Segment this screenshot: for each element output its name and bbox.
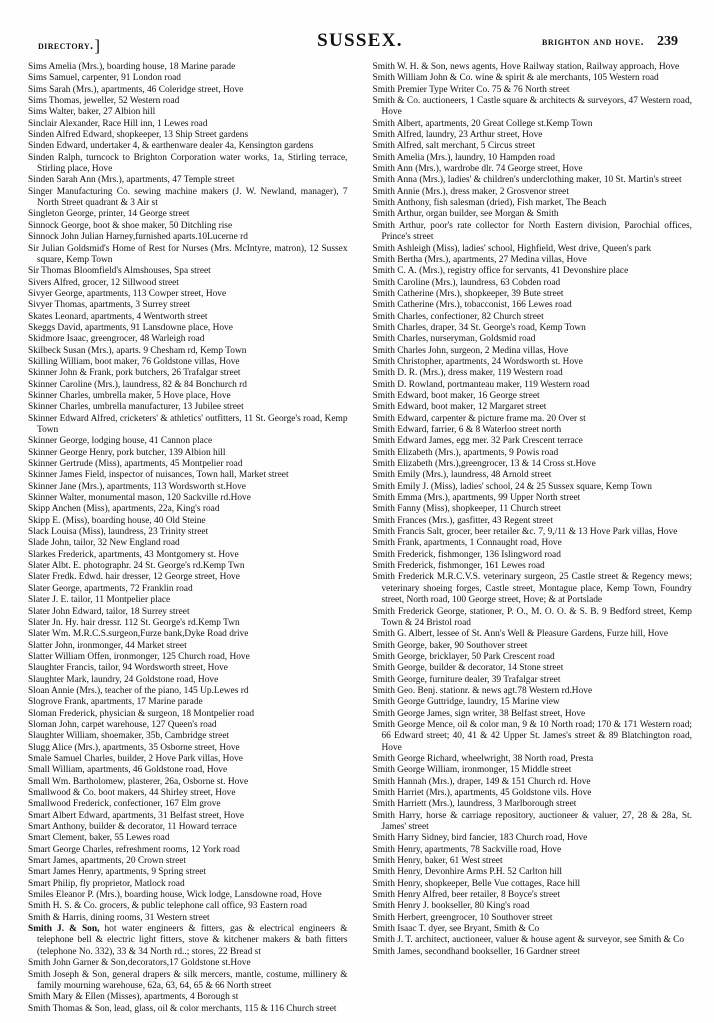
- directory-entry: Smith Ann (Mrs.), wardrobe dlr. 74 George street, Hove: [372, 164, 583, 175]
- directory-entry: Skinner Charles, umbrella manufacturer, 13 Jubilee street: [28, 402, 244, 413]
- directory-entry: Smith Albert, apartments, 20 Great College st.Kemp Town: [372, 118, 593, 129]
- directory-entry: Skilling William, boot maker, 76 Goldstone villas, Hove: [28, 356, 240, 367]
- directory-entry: Slaughter Mark, laundry, 24 Goldstone road, Hove: [28, 674, 219, 685]
- directory-entry: Smith Edward James, egg mer. 32 Park Crescent terrace: [372, 436, 583, 447]
- two-column-body: [28, 62, 692, 1012]
- directory-entry: Sinden Edward, undertaker 4, & earthenware dealer 4a, Kensington gardens: [28, 141, 314, 152]
- directory-entry: Smith Harriet (Mrs.), apartments, 45 Goldstone vils. Hove: [372, 788, 592, 798]
- directory-entry: Smart Philip, fly proprietor, Matlock road: [28, 878, 185, 889]
- directory-entry: Sinclair Alexander, Race Hill inn, 1 Lewes road: [28, 118, 208, 129]
- directory-entry: Slater Albt. E. photographr. 24 St. George's rd.Kemp Twn: [28, 561, 245, 572]
- directory-entry: Smith George Mence, oil & color man, 9 & 10 North road; 170 & 171 Western road; 66 Edward street; 40, 41 & 42 Upper St. James's street & 89 Blatchington road, Hove: [372, 719, 692, 753]
- directory-entry: Slade John, tailor, 32 New England road: [28, 538, 180, 549]
- directory-entry: Smith Frederick, fishmonger, 136 Islingword road: [372, 549, 561, 560]
- directory-entry: Smith Edward, carpenter & picture frame ma. 20 Over st: [372, 413, 586, 424]
- running-head-title: SUSSEX.: [317, 30, 403, 51]
- page-number: 239: [657, 34, 678, 49]
- directory-entry: Smith Frederick M.R.C.V.S. veterinary surgeon, 25 Castle street & Regency mews; veterinary shoeing forges, Castle street, Montague place, Kemp Town, Foundry street, North road, 100 George street, Hove; & at Portslade: [372, 572, 692, 606]
- directory-entry: Skinner Jane (Mrs.), apartments, 113 Wordsworth st.Hove: [28, 481, 246, 492]
- directory-entry: Sims Amelia (Mrs.), boarding house, 18 Marine parade: [28, 62, 236, 72]
- directory-entry: Slugg Alice (Mrs.), apartments, 35 Osborne street, Hove: [28, 742, 240, 753]
- directory-entry: Sloman John, carpet warehouse, 127 Queen's road: [28, 719, 217, 730]
- directory-entry: Smith Annie (Mrs.), dress maker, 2 Grosvenor street: [372, 186, 569, 197]
- directory-entry: Smith Catherine (Mrs.), tobacconist, 166 Lewes road: [372, 300, 572, 311]
- directory-entry: Sir Thomas Bloomfield's Almshouses, Spa street: [28, 266, 211, 277]
- directory-entry: Smiles Eleanor P. (Mrs.), boarding house, Wick lodge, Lansdowne road, Hove: [28, 890, 322, 901]
- directory-entry: Smith W. H. & Son, news agents, Hove Railway station, Railway approach, Hove: [372, 62, 680, 72]
- directory-entry: Sloman Frederick, physician & surgeon, 18 Montpelier road: [28, 708, 255, 719]
- directory-entry: Smith & Co. auctioneers, 1 Castle square & architects & surveyors, 47 Western road, Hove: [372, 96, 692, 118]
- directory-entry: Sims Thomas, jeweller, 52 Western road: [28, 96, 180, 107]
- directory-entry: Smith Hannah (Mrs.), draper, 149 & 151 Church rd. Hove: [372, 776, 591, 787]
- directory-entry: Slatter William Offen, ironmonger, 125 Church road, Hove: [28, 651, 250, 662]
- directory-entry: Smart Anthony, builder & decorator, 11 Howard terrace: [28, 822, 237, 833]
- directory-entry: Smart Albert Edward, apartments, 31 Belfast street, Hove: [28, 810, 245, 821]
- directory-entry: Smith Alfred, laundry, 23 Arthur street, Hove: [372, 130, 543, 141]
- directory-entry: Sims Sarah (Mrs.), apartments, 46 Coleridge street, Hove: [28, 84, 244, 95]
- directory-entry: Smith Mary & Ellen (Misses), apartments, 4 Borough st: [28, 992, 239, 1003]
- running-head-right: [542, 34, 678, 50]
- directory-entry: Sims Samuel, carpenter, 91 London road: [28, 73, 181, 84]
- directory-entry: Smith Charles, nurseryman, Goldsmid road: [372, 334, 536, 345]
- directory-entry: Smith George, bricklayer, 50 Park Crescent road: [372, 651, 555, 662]
- directory-entry: Sloan Annie (Mrs.), teacher of the piano, 145 Up.Lewes rd: [28, 685, 249, 696]
- directory-entry: Smith Thomas & Son, lead, glass, oil & color merchants, 115 & 116 Church street: [28, 1003, 337, 1014]
- directory-entry: Smith Caroline (Mrs.), laundress, 63 Cobden road: [372, 277, 561, 288]
- running-head-left-label: directory.: [38, 40, 94, 52]
- directory-entry: Smith Christopher, apartments, 24 Wordsworth st. Hove: [372, 356, 583, 367]
- directory-entry: Slatter John, ironmonger, 44 Market street: [28, 640, 187, 651]
- directory-entry: Smart Clement, baker, 55 Lewes road: [28, 833, 170, 844]
- directory-entry: Smith Arthur, poor's rate collector for North Eastern division, Parochial offices, Prince's street: [372, 220, 692, 243]
- directory-entry: Skipp Anchen (Miss), apartments, 22a, King's road: [28, 504, 220, 515]
- directory-entry: Sinden Sarah Ann (Mrs.), apartments, 47 Temple street: [28, 175, 235, 186]
- directory-entry: Smith Arthur, organ builder, see Morgan & Smith: [372, 209, 559, 220]
- directory-entry: Skipp E. (Miss), boarding house, 40 Old Steine: [28, 515, 206, 526]
- directory-entry: Smith William John & Co. wine & spirit & ale merchants, 105 Western road: [372, 73, 659, 84]
- directory-entry: Skinner Gertrude (Miss), apartments, 45 Montpelier road: [28, 459, 243, 470]
- directory-entry: Smith Henry, shopkeeper, Belle Vue cottages, Race hill: [372, 878, 581, 889]
- directory-entry: Smith George Guttridge, laundry, 15 Marine view: [372, 697, 560, 708]
- directory-entry: Singer Manufacturing Co. sewing machine makers (J. W. Newland, manager), 7 North Street quadrant & 3 Air st: [28, 186, 348, 209]
- directory-entry: Smith Edward, boot maker, 12 Margaret street: [372, 402, 547, 413]
- directory-entry: Smith Frances (Mrs.), gasfitter, 43 Regent street: [372, 515, 554, 526]
- directory-entry: Smith D. R. (Mrs.), dress maker, 119 Western road: [372, 368, 563, 379]
- directory-entry: Slaughter Francis, tailor, 94 Wordsworth street, Hove: [28, 663, 228, 674]
- directory-entry: Sinnock George, boot & shoe maker, 50 Ditchling rise: [28, 220, 233, 231]
- directory-entry: Smith George James, sign writer, 38 Belfast street, Hove: [372, 708, 586, 719]
- directory-entry: Smith Francis Salt, grocer, beer retailer &c. 7, 9,/11 & 13 Hove Park villas, Hove: [372, 527, 678, 538]
- directory-entry: Smith D. Rowland, portmanteau maker, 119 Western road: [372, 379, 590, 390]
- directory-entry: Smith Emily J. (Miss), ladies' school, 24 & 25 Sussex square, Kemp Town: [372, 481, 652, 492]
- directory-entry: Smith George, builder & decorator, 14 Stone street: [372, 663, 564, 674]
- directory-entry: Smith Charles John, surgeon, 2 Medina villas, Hove: [372, 345, 569, 356]
- directory-entry: Slaughter William, shoemaker, 35b, Cambridge street: [28, 731, 230, 742]
- directory-entry: Smith George, furniture dealer, 39 Trafalgar street: [372, 674, 561, 685]
- directory-entry: Smith Henry, apartments, 78 Sackville road, Hove: [372, 844, 562, 855]
- directory-entry: Smith Edward, boot maker, 16 George street: [372, 390, 540, 401]
- directory-entry: Smith Amelia (Mrs.), laundry, 10 Hampden road: [372, 152, 555, 163]
- directory-entry: Smith Catherine (Mrs.), shopkeeper, 39 Bute street: [372, 288, 564, 299]
- directory-entry: Skilbeck Susan (Mrs.), aparts. 9 Chesham rd, Kemp Town: [28, 345, 247, 356]
- directory-entry: Smith Frederick George, stationer, P. O., M. O. O. & S. B. 9 Bedford street, Kemp Town & 24 Bristol road: [372, 606, 692, 628]
- directory-entry: Smith Geo. Benj. stationr. & news agt.78 Western rd.Hove: [372, 685, 593, 696]
- directory-entry: Sir Julian Goldsmid's Home of Rest for Nurses (Mrs. McIntyre, matron), 12 Sussex square, Kemp Town: [28, 243, 348, 265]
- directory-entry: Smith Edward, farrier, 6 & 8 Waterloo street north: [372, 425, 562, 435]
- directory-entry: Smith Henry, Devonhire Arms P.H. 52 Carlton hill: [372, 867, 562, 878]
- directory-entry: Smith Anthony, fish salesman (dried), Fish market, The Beach: [372, 198, 607, 209]
- directory-entry: Sivers Alfred, grocer, 12 Sillwood street: [28, 277, 179, 288]
- directory-entry: Smallwood Frederick, confectioner, 167 Elm grove: [28, 799, 221, 810]
- directory-entry: Smith H. S. & Co. grocers, & public telephone call office, 93 Eastern road: [28, 901, 307, 912]
- directory-entry: Slarkes Frederick, apartments, 43 Montgomery st. Hove: [28, 549, 239, 560]
- directory-entry: Singleton George, printer, 14 George street: [28, 209, 190, 220]
- directory-entry: Smith Bertha (Mrs.), apartments, 27 Medina villas, Hove: [372, 254, 587, 265]
- directory-entry: Skidmore Isaac, greengrocer, 48 Warleigh road: [28, 334, 205, 345]
- directory-entry: Smart George Charles, refreshment rooms, 12 York road: [28, 844, 240, 855]
- directory-entry: Skinner James Field, inspector of nuisances, Town hall, Market street: [28, 470, 289, 481]
- directory-entry: Smith Elizabeth (Mrs.), apartments, 9 Powis road: [372, 447, 559, 458]
- directory-entry: Slogrove Frank, apartments, 17 Marine parade: [28, 697, 203, 708]
- directory-entry: Smith Henry, baker, 61 West street: [372, 856, 503, 867]
- directory-entry: Sivyer Thomas, apartments, 3 Surrey street: [28, 300, 191, 311]
- directory-entry: Smith Charles, confectioner, 82 Church street: [372, 311, 544, 322]
- directory-entry: Smart James Henry, apartments, 9 Spring street: [28, 867, 206, 878]
- directory-entry: Smale Samuel Charles, builder, 2 Hove Park villas, Hove: [28, 753, 243, 764]
- directory-entry: Smith Elizabeth (Mrs.),greengrocer, 13 & 14 Cross st.Hove: [372, 459, 596, 470]
- directory-entry: Smith Isaac T. dyer, see Bryant, Smith & Co: [372, 924, 540, 935]
- directory-entry: Sinden Alfred Edward, shopkeeper, 13 Ship Street gardens: [28, 130, 249, 141]
- directory-entry: Smith J. T. architect, auctioneer, valuer & house agent & surveyor, see Smith & Co: [372, 935, 685, 946]
- directory-entry: Smith James, secondhand bookseller, 16 Gardner street: [372, 946, 580, 957]
- directory-entry: Sivyer George, apartments, 113 Cowper street, Hove: [28, 288, 227, 299]
- directory-entry: Smith C. A. (Mrs.), registry office for servants, 41 Devonshire place: [372, 266, 629, 277]
- directory-entry: Slater Jn. Hy. hair dressr. 112 St. George's rd.Kemp Twn: [28, 617, 240, 628]
- column-right: [366, 62, 692, 958]
- directory-entry: Skinner George, lodging house, 41 Cannon place: [28, 436, 213, 447]
- directory-entry: Smallwood & Co. boot makers, 44 Shirley street, Hove: [28, 788, 236, 798]
- directory-entry: Slack Louisa (Miss), laundress, 23 Trinity street: [28, 527, 209, 538]
- column-left: [28, 62, 354, 1015]
- directory-entry: Skates Leonard, apartments, 4 Wentworth street: [28, 311, 208, 322]
- directory-entry: Smith Emily (Mrs.), laundress, 48 Arnold street: [372, 470, 552, 481]
- featured-entry-detail: hot water engineers & fitters, gas & electrical engineers & telephone bell & electric light fitters, stove & kitchener makers & bath fitters (telephone No. 332), 33 & 34 North rd..; stores, 22 Bread st: [37, 924, 348, 957]
- directory-entry: Slater John Edward, tailor, 18 Surrey street: [28, 606, 190, 617]
- directory-entry: Smith Frank, apartments, 1 Connaught road, Hove: [372, 538, 562, 549]
- directory-entry: Smith Herbert, greengrocer, 10 Southover street: [372, 912, 553, 923]
- directory-entry: Smith Harry, horse & carriage repository, auctioneer & valuer, 27, 28 & 28a, St. James' street: [372, 810, 692, 833]
- directory-entry: Skinner John & Frank, pork butchers, 26 Trafalgar street: [28, 368, 241, 379]
- directory-entry: Sims Walter, baker, 27 Albion hill: [28, 107, 156, 118]
- directory-entry: Skinner Walter, monumental mason, 120 Sackville rd.Hove: [28, 493, 251, 504]
- directory-entry: Smith George Richard, wheelwright, 38 North road, Presta: [372, 753, 594, 764]
- directory-entry: Smith Ashleigh (Miss), ladies' school, Highfield, West drive, Queen's park: [372, 243, 652, 254]
- directory-entry: Slater Fredk. Edwd. hair dresser, 12 George street, Hove: [28, 572, 240, 583]
- directory-entry: Smith Henry Alfred, beer retailer, 8 Boyce's street: [372, 890, 560, 901]
- directory-entry-featured: [28, 924, 348, 958]
- directory-entry: Slater Wm. M.R.C.S.surgeon,Furze bank,Dyke Road drive: [28, 629, 249, 640]
- directory-entry: Skinner Charles, umbrella maker, 5 Hove place, Hove: [28, 390, 231, 401]
- directory-entry: Slater J. E. tailor, 11 Montpelier place: [28, 595, 171, 606]
- directory-entry: Skinner George Henry, pork butcher, 139 Albion hill: [28, 447, 226, 458]
- directory-entry: Sinnock John Julian Harney,furnished aparts.10Lucerne rd: [28, 232, 248, 243]
- directory-entry: Smith George William, ironmonger, 15 Middle street: [372, 765, 572, 776]
- directory-entry: Small Wm. Bartholomew, plasterer, 26a, Osborne st. Hove: [28, 776, 249, 787]
- running-head: [28, 30, 692, 56]
- directory-entry: Smith John Garner & Son,decorators,17 Goldstone st.Hove: [28, 958, 251, 969]
- featured-entry-name: Smith J. & Son,: [28, 924, 100, 935]
- directory-entry: Smith Henry J. bookseller, 80 King's road: [372, 901, 530, 912]
- directory-entry: Smith Anna (Mrs.), ladies' & children's underclothing maker, 10 St. Martin's street: [372, 175, 682, 186]
- directory-entry: Slater George, apartments, 72 Franklin road: [28, 583, 193, 594]
- directory-entry: Skinner Caroline (Mrs.), laundress, 82 & 84 Bonchurch rd: [28, 379, 247, 390]
- running-head-bracket: ]: [94, 36, 101, 55]
- directory-entry: Smith Frederick, fishmonger, 161 Lewes road: [372, 561, 545, 572]
- directory-entry: Smith Fanny (Miss), shopkeeper, 11 Church street: [372, 504, 561, 515]
- directory-entry: Smith G. Albert, lessee of St. Ann's Well & Pleasure Gardens, Furze hill, Hove: [372, 629, 668, 640]
- directory-entry: Smith Premier Type Writer Co. 75 & 76 North street: [372, 84, 570, 95]
- directory-entry: Smith George, baker, 90 Southover street: [372, 640, 528, 651]
- directory-entry: Sinden Ralph, turncock to Brighton Corporation water works, 1a, Stirling terrace, Stirling place, Hove: [28, 152, 348, 175]
- directory-entry: Smart James, apartments, 20 Crown street: [28, 856, 187, 867]
- directory-entry: Smith Charles, draper, 34 St. George's road, Kemp Town: [372, 322, 586, 333]
- column-divider: [360, 62, 361, 1012]
- directory-entry: Smith & Harris, dining rooms, 31 Western street: [28, 912, 210, 923]
- directory-entry: Smith Joseph & Son, general drapers & silk mercers, mantle, costume, millinery & family mourning warehouse, 62a, 63, 64, 65 & 66 North street: [28, 969, 348, 991]
- directory-entry: Smith Emma (Mrs.), apartments, 99 Upper North street: [372, 493, 581, 504]
- directory-entry: Skeggs David, apartments, 91 Lansdowne place, Hove: [28, 322, 233, 333]
- directory-entry: Skinner Edward Alfred, cricketers' & athletics' outfitters, 11 St. George's road, Kemp Town: [28, 413, 348, 435]
- directory-entry: Smith Harriett (Mrs.), laundress, 3 Marlborough street: [372, 799, 577, 810]
- running-head-right-label: brighton and hove.: [541, 36, 644, 48]
- directory-entry: Smith Alfred, salt merchant, 5 Circus street: [372, 141, 535, 152]
- directory-entry: Small William, apartments, 46 Goldstone road, Hove: [28, 765, 228, 776]
- directory-entry: Smith Harry Sidney, bird fancier, 183 Church road, Hove: [372, 833, 588, 844]
